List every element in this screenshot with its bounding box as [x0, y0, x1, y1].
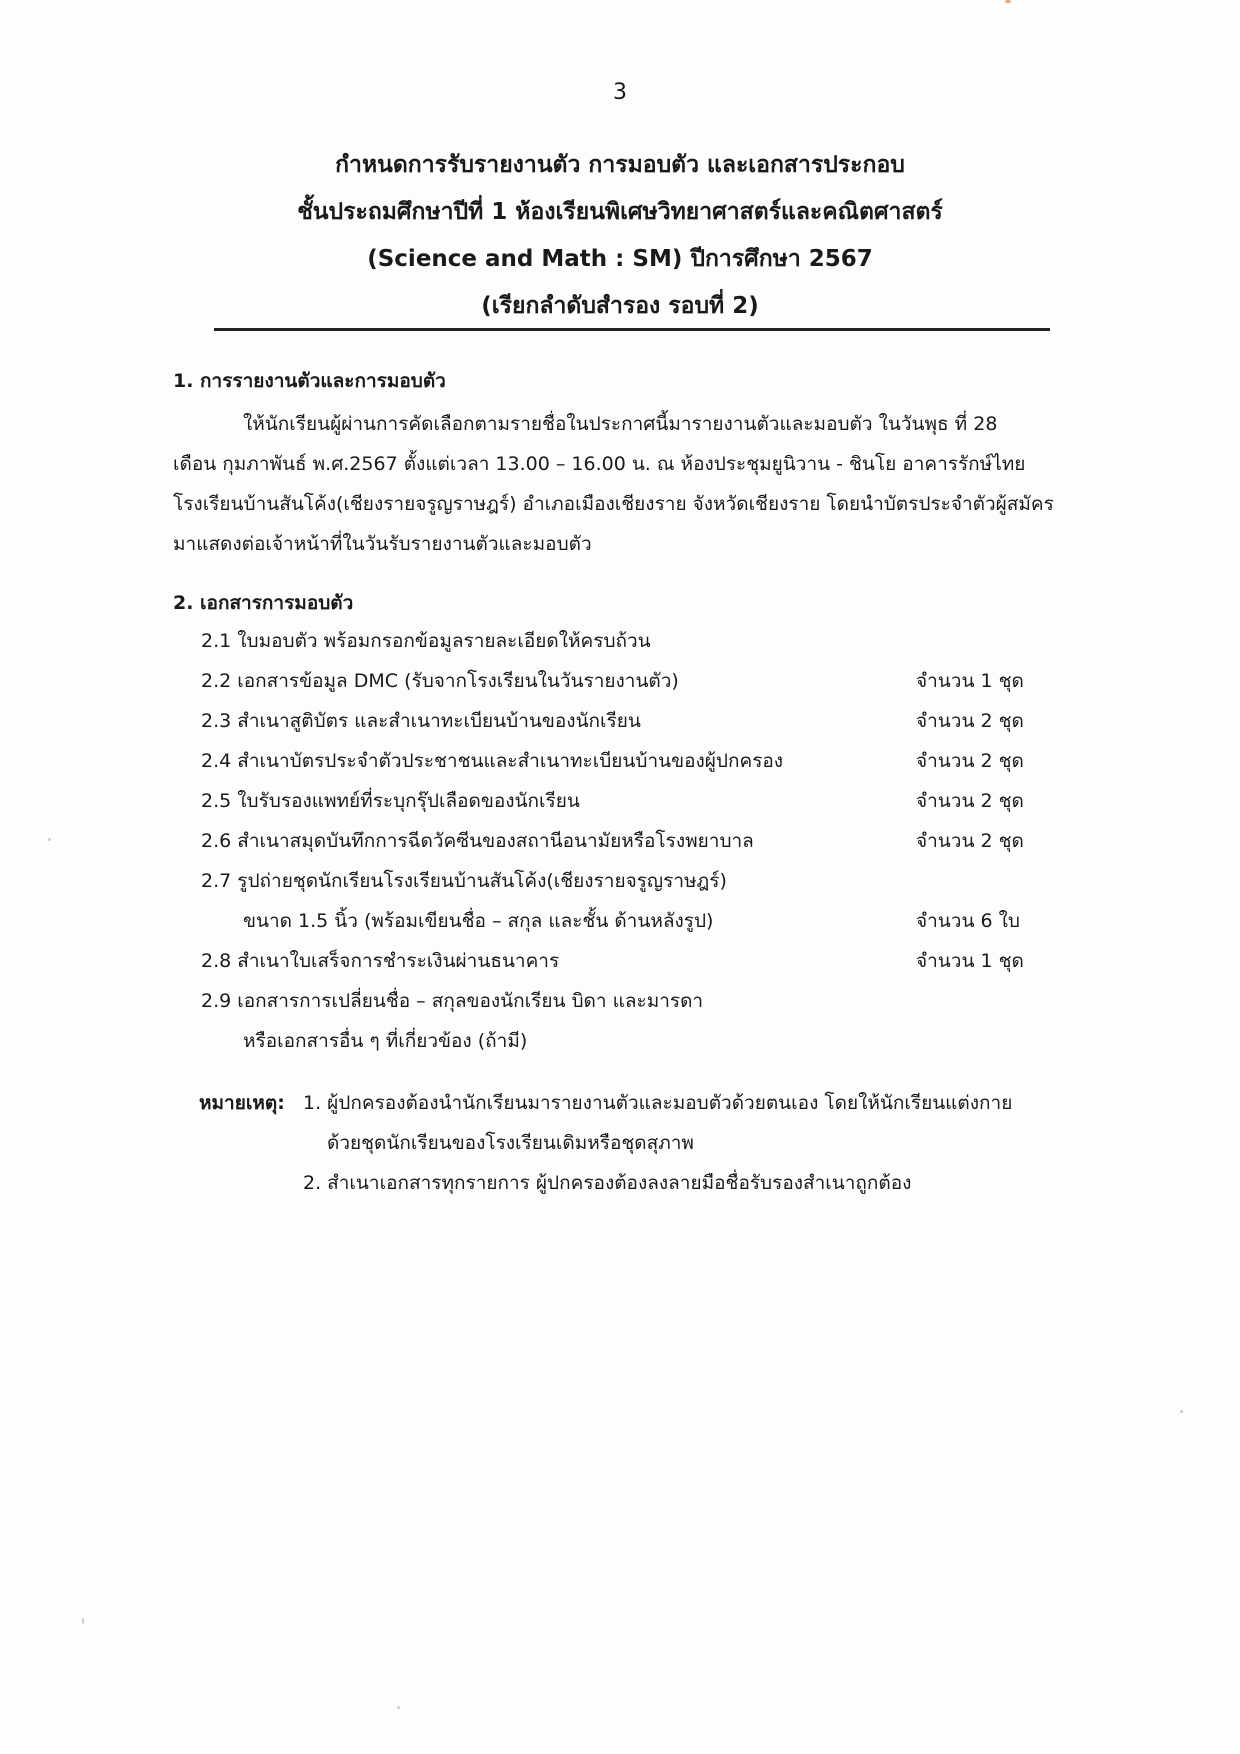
section-1-paragraph [173, 404, 1113, 564]
section-1-title: 1. การรายงานตัวและการมอบตัว [173, 370, 446, 392]
header-line-4: (เรียกลำดับสำรอง รอบที่ 2) [481, 293, 759, 319]
document-item: 2.4 สำเนาบัตรประจำตัวประชาชนและสำเนาทะเบียนบ้านของผู้ปกครอง [201, 750, 784, 772]
document-item: 2.3 สำเนาสูติบัตร และสำเนาทะเบียนบ้านของนักเรียน [201, 710, 641, 732]
note-1-line-2: ด้วยชุดนักเรียนของโรงเรียนเดิมหรือชุดสุภาพ [327, 1132, 694, 1154]
header-line-2: ชั้นประถมศึกษาปีที่ 1 ห้องเรียนพิเศษวิทยาศาสตร์และคณิตศาสตร์ [297, 199, 943, 225]
scan-speck [397, 1706, 400, 1709]
document-header [100, 142, 1140, 330]
header-line-1: กำหนดการรับรายงานตัว การมอบตัว และเอกสารประกอบ [335, 152, 905, 178]
notes-label: หมายเหตุ: [199, 1092, 285, 1114]
document-quantity: จำนวน 6 ใบ [916, 910, 1020, 932]
document-item-continuation: หรือเอกสารอื่น ๆ ที่เกี่ยวข้อง (ถ้ามี) [243, 1030, 528, 1052]
header-line-3: (Science and Math : SM) ปีการศึกษา 2567 [367, 246, 873, 272]
document-item: 2.6 สำเนาสมุดบันทึกการฉีดวัคซีนของสถานีอนามัยหรือโรงพยาบาล [201, 830, 754, 852]
scan-speck [48, 838, 51, 841]
document-quantity: จำนวน 1 ชุด [916, 670, 1024, 692]
document-item: 2.7 รูปถ่ายชุดนักเรียนโรงเรียนบ้านสันโค้ง(เชียงรายจรูญราษฎร์) [201, 870, 727, 892]
document-quantity: จำนวน 2 ชุด [916, 710, 1024, 732]
section-1-line: เดือน กุมภาพันธ์ พ.ศ.2567 ตั้งแต่เวลา 13.00 – 16.00 น. ณ ห้องประชุมยูนิวาน - ชินโย อาคารรักษ์ไทย [173, 453, 1026, 475]
scan-speck [1180, 1410, 1183, 1413]
section-1-line: ให้นักเรียนผู้ผ่านการคัดเลือกตามรายชื่อในประกาศนี้มารายงานตัวและมอบตัว ในวันพุธ ที่ 28 [243, 413, 998, 435]
scan-speck [82, 1618, 84, 1624]
section-2-title: 2. เอกสารการมอบตัว [173, 592, 354, 614]
header-divider [214, 328, 1050, 331]
document-item: 2.1 ใบมอบตัว พร้อมกรอกข้อมูลรายละเอียดให้ครบถ้วน [201, 630, 651, 652]
note-2: 2. สำเนาเอกสารทุกรายการ ผู้ปกครองต้องลงลายมือชื่อรับรองสำเนาถูกต้อง [303, 1172, 912, 1194]
document-item-continuation: ขนาด 1.5 นิ้ว (พร้อมเขียนชื่อ – สกุล และชั้น ด้านหลังรูป) [243, 910, 714, 932]
document-item: 2.2 เอกสารข้อมูล DMC (รับจากโรงเรียนในวันรายงานตัว) [201, 670, 679, 692]
document-item: 2.8 สำเนาใบเสร็จการชำระเงินผ่านธนาคาร [201, 950, 560, 972]
page-number: 3 [613, 80, 627, 105]
document-item: 2.9 เอกสารการเปลี่ยนชื่อ – สกุลของนักเรียน บิดา และมารดา [201, 990, 704, 1012]
document-quantity: จำนวน 2 ชุด [916, 750, 1024, 772]
document-quantity: จำนวน 2 ชุด [916, 790, 1024, 812]
section-1-line: โรงเรียนบ้านสันโค้ง(เชียงรายจรูญราษฎร์) อำเภอเมืองเชียงราย จังหวัดเชียงราย โดยนำบัตรประจำตัวผู้สมัคร [173, 493, 1054, 515]
document-quantity: จำนวน 2 ชุด [916, 830, 1024, 852]
document-quantity: จำนวน 1 ชุด [916, 950, 1024, 972]
note-1-line-1: 1. ผู้ปกครองต้องนำนักเรียนมารายงานตัวและมอบตัวด้วยตนเอง โดยให้นักเรียนแต่งกาย [303, 1092, 1013, 1114]
document-item: 2.5 ใบรับรองแพทย์ที่ระบุกรุ๊ปเลือดของนักเรียน [201, 790, 580, 812]
scan-speck [1005, 0, 1011, 3]
section-1-line: มาแสดงต่อเจ้าหน้าที่ในวันรับรายงานตัวและมอบตัว [173, 533, 592, 555]
